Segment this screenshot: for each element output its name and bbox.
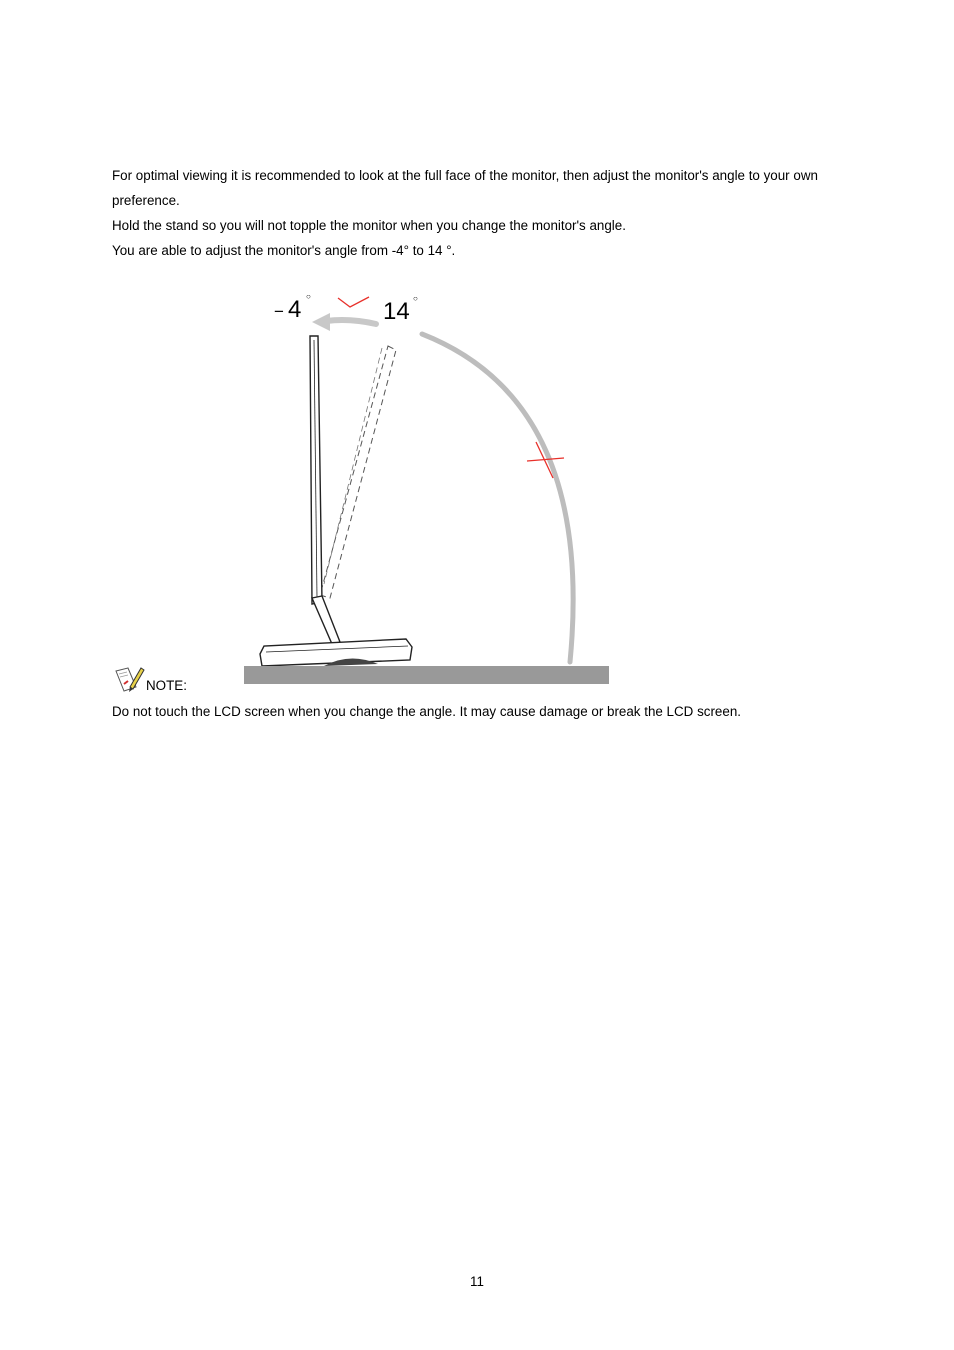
angle-max-label: 14 <box>383 298 410 325</box>
tilt-angle-illustration <box>240 282 620 686</box>
desk-surface <box>244 666 609 684</box>
angle-min-degree: ○ <box>306 292 311 301</box>
angle-max-degree: ○ <box>413 294 418 303</box>
tilt-arrow <box>326 320 376 324</box>
intro-paragraph: For optimal viewing it is recommended to look at the full face of the monitor, then adjust the monitor's angle to your own preference. <box>112 168 818 208</box>
forward-tilt-arc <box>422 334 573 662</box>
note-pencil-icon <box>114 665 146 695</box>
note-label: NOTE: <box>146 678 187 693</box>
tilt-arrow-head-icon <box>312 313 330 331</box>
stand-paragraph: Hold the stand so you will not topple the monitor when you change the monitor's angle. <box>112 218 626 233</box>
page-number: 11 <box>470 1274 484 1289</box>
monitor-stand-neck <box>312 596 340 644</box>
note-text: Do not touch the LCD screen when you change the angle. It may cause damage or break the LCD screen. <box>112 704 741 719</box>
monitor-panel <box>310 336 322 604</box>
angle-min-sign: − <box>274 302 284 321</box>
allowed-check-icon <box>338 297 369 307</box>
angle-min-label: 4 <box>288 296 302 323</box>
tilted-monitor-outline <box>320 346 396 598</box>
tilt-angle-figure <box>240 282 620 686</box>
angle-range-paragraph: You are able to adjust the monitor's angle from -4° to 14 °. <box>112 243 456 258</box>
